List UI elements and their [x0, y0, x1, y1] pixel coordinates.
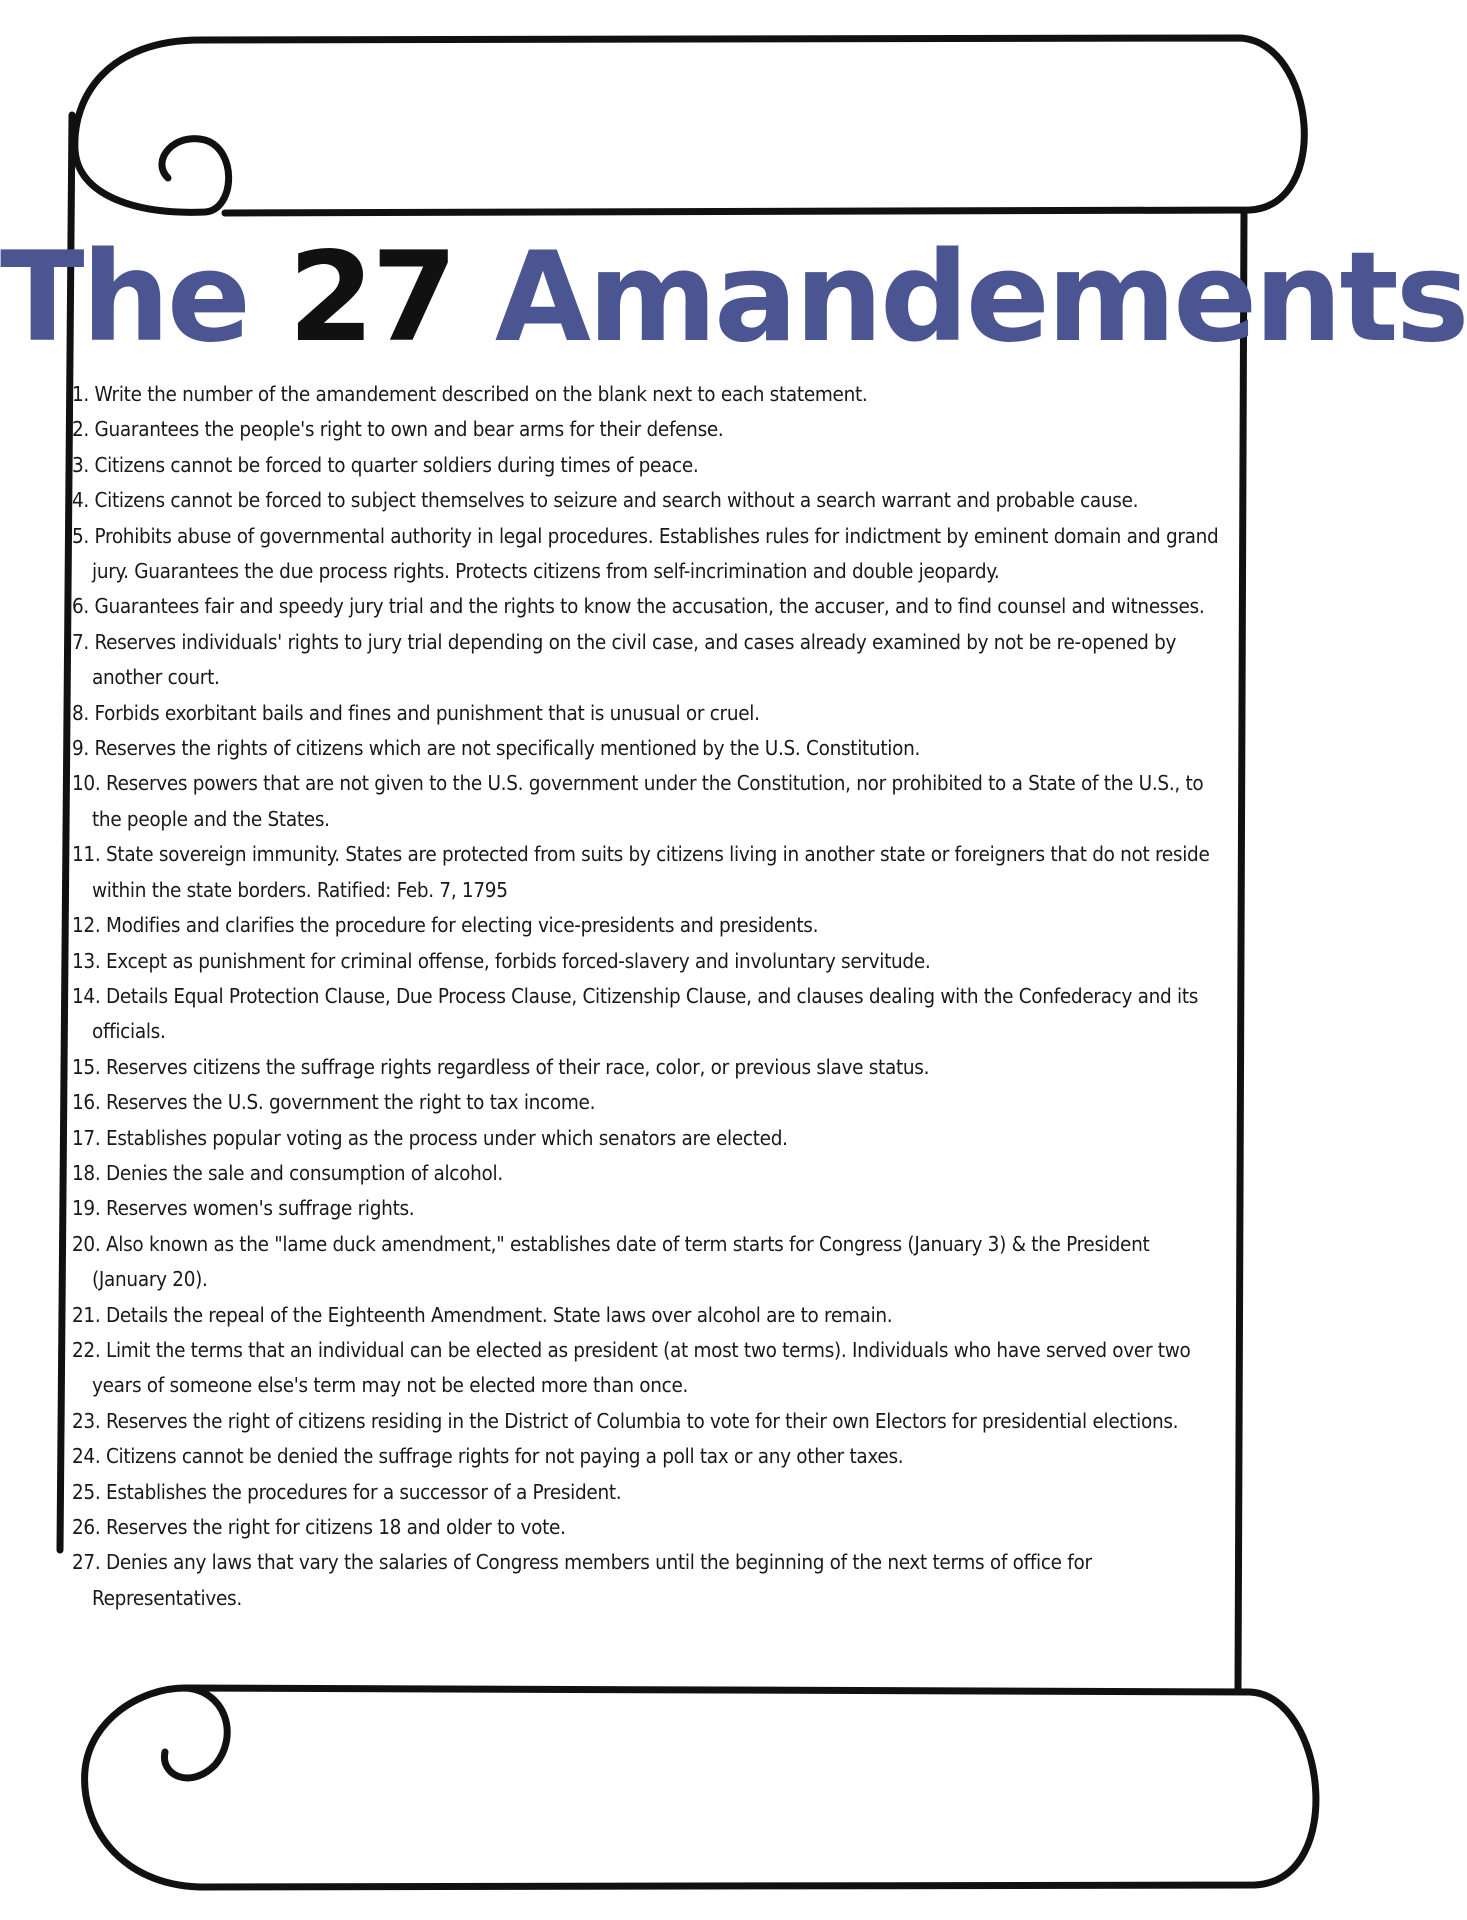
bottom-scroll-curl: [85, 1688, 228, 1887]
top-scroll-curl: [75, 40, 229, 212]
list-item: 8. Forbids exorbitant bails and fines and punishment that is unusual or cruel.: [72, 700, 760, 725]
list-item: 21. Details the repeal of the Eighteenth Amendment. State laws over alcohol are to remain.: [72, 1302, 893, 1327]
list-item: 22. Limit the terms that an individual can be elected as president (at most two terms). Individuals who have served over two years of someone else's term may not be elected more than once.: [72, 1337, 1191, 1398]
list-item: 2. Guarantees the people's right to own and bear arms for their defense.: [72, 417, 724, 442]
list-item: 3. Citizens cannot be forced to quarter soldiers during times of peace.: [72, 452, 699, 477]
title-amandements: Amandements: [494, 226, 1467, 370]
list-item: 1. Write the number of the amandement described on the blank next to each statement.: [72, 382, 868, 406]
list-item: 7. Reserves individuals' rights to jury trial depending on the civil case, and cases already examined by not be re-opened by another court.: [72, 629, 1177, 690]
list-item: 15. Reserves citizens the suffrage rights regardless of their race, color, or previous slave status.: [72, 1054, 930, 1079]
list-item: 9. Reserves the rights of citizens which are not specifically mentioned by the U.S. Constitution.: [72, 736, 921, 761]
list-item: 24. Citizens cannot be denied the suffrage rights for not paying a poll tax or any other taxes.: [72, 1444, 904, 1469]
list-item: 17. Establishes popular voting as the process under which senators are elected.: [72, 1125, 788, 1150]
top-scroll-roll: [200, 38, 1304, 213]
title-number: 27: [288, 226, 455, 370]
list-item: 12. Modifies and clarifies the procedure for electing vice-presidents and presidents.: [72, 913, 819, 938]
amendment-list: [72, 377, 1227, 1616]
list-item: 19. Reserves women's suffrage rights.: [72, 1196, 415, 1221]
list-item: 23. Reserves the right of citizens residing in the District of Columbia to vote for their own Electors for presidential elections.: [72, 1408, 1179, 1433]
list-item: 5. Prohibits abuse of governmental authority in legal procedures. Establishes rules for indictment by eminent domain and grand jury. Guarantees the due process rights. Protects citizens from self-incrimination and double jeopardy.: [72, 523, 1219, 584]
list-item: 20. Also known as the "lame duck amendment," establishes date of term starts for Congress (January 3) & the President (January 20).: [72, 1231, 1150, 1292]
page-title: [0, 226, 1467, 370]
list-item: 14. Details Equal Protection Clause, Due Process Clause, Citizenship Clause, and clauses dealing with the Confederacy and its officials.: [72, 983, 1199, 1044]
list-item: 4. Citizens cannot be forced to subject themselves to seizure and search without a search warrant and probable cause.: [72, 488, 1139, 513]
list-item: 11. State sovereign immunity. States are protected from suits by citizens living in another state or foreigners that do not reside within the state borders. Ratified: Feb. 7, 1795: [72, 842, 1210, 902]
list-item: 16. Reserves the U.S. government the right to tax income.: [72, 1090, 596, 1115]
scroll-right-edge: [1238, 212, 1244, 1688]
list-item: 25. Establishes the procedures for a successor of a President.: [72, 1479, 622, 1504]
list-item: 27. Denies any laws that vary the salaries of Congress members until the beginning of the next terms of office for Representatives.: [72, 1550, 1092, 1610]
list-item: 13. Except as punishment for criminal offense, forbids forced-slavery and involuntary servitude.: [72, 948, 931, 973]
title-the: The: [0, 226, 248, 370]
list-item: 10. Reserves powers that are not given to the U.S. government under the Constitution, nor prohibited to a State of the U.S., to the people and the States.: [72, 771, 1204, 831]
list-item: 18. Denies the sale and consumption of alcohol.: [72, 1160, 503, 1185]
list-item: 26. Reserves the right for citizens 18 and older to vote.: [72, 1515, 566, 1539]
list-item: 6. Guarantees fair and speedy jury trial and the rights to know the accusation, the accuser, and to find counsel and witnesses.: [72, 594, 1205, 619]
bottom-scroll-roll: [185, 1688, 1316, 1887]
